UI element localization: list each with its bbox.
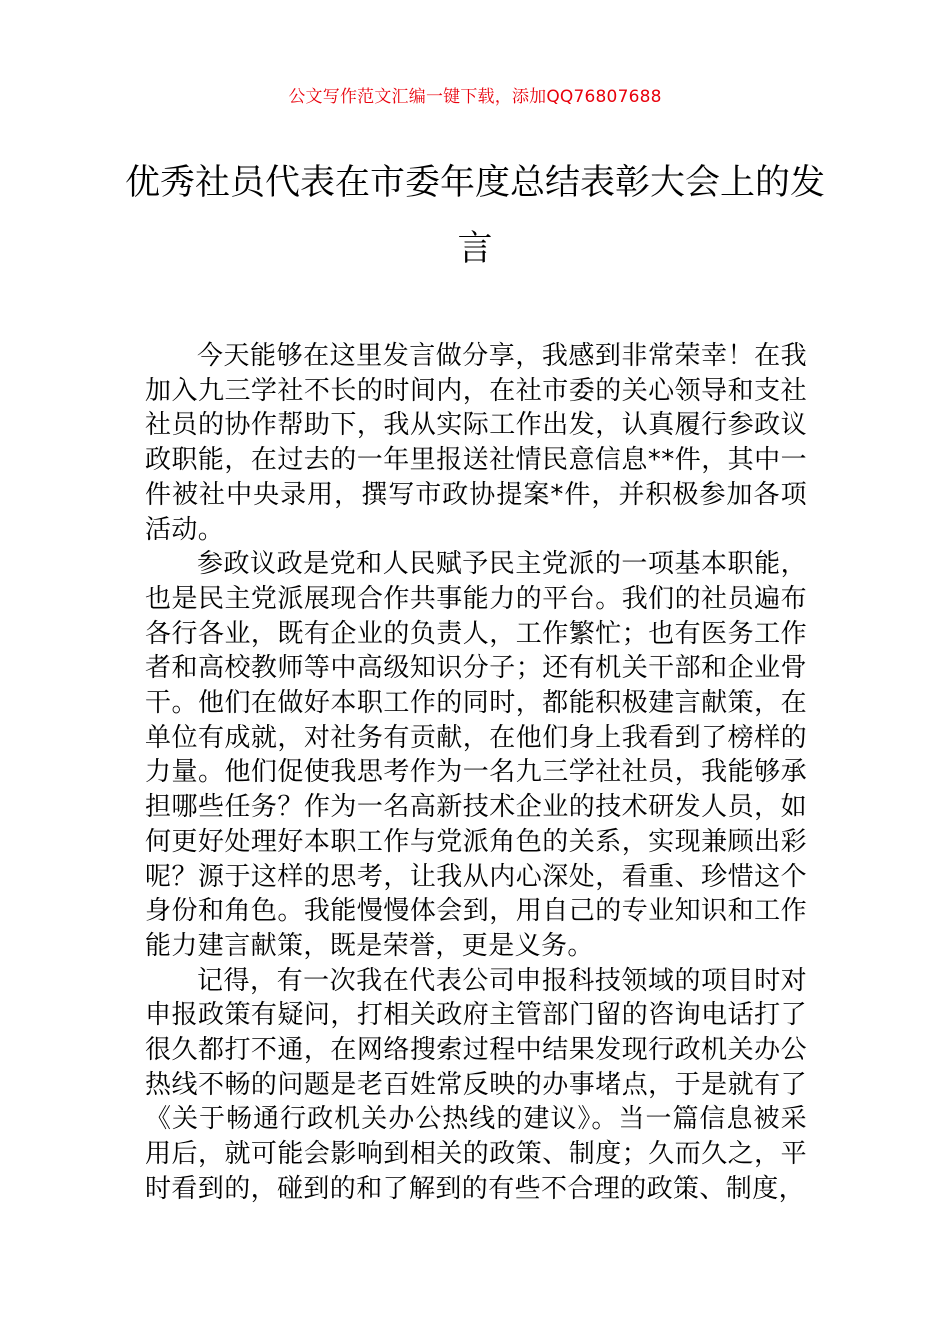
paragraph-hotline-example: 记得，有一次我在代表公司申报科技领域的项目时对申报政策有疑问，打相关政府主管部门留的咨询电话打了很久都打不通，在网络搜索过程中结果发现行政机关办公热线不畅的问题是老百姓常反映的办事堵点，于是就有了《关于畅通行政机关办公热线的建议》。当一篇信息被采用后，就可能会影响到相关的政策、制度；久而久之，平时看到的，碰到的和了解到的有些不合理的政策、制度， — [145, 965, 807, 1204]
paragraph-role-reflection: 参政议政是党和人民赋予民主党派的一项基本职能，也是民主党派展现合作共事能力的平台。我们的社员遍布各行各业，既有企业的负责人，工作繁忙；也有医务工作者和高校教师等中高级知识分子；还有机关干部和企业骨干。他们在做好本职工作的同时，都能积极建言献策，在单位有成就，对社务有贡献，在他们身上我看到了榜样的力量。他们促使我思考作为一名九三学社社员，我能够承担哪些任务？作为一名高新技术企业的技术研发人员，如何更好处理好本职工作与党派角色的关系，实现兼顾出彩呢？源于这样的思考，让我从内心深处，看重、珍惜这个身份和角色。我能慢慢体会到，用自己的专业知识和工作能力建言献策，既是荣誉，更是义务。 — [145, 549, 807, 961]
paragraph-intro: 今天能够在这里发言做分享，我感到非常荣幸！在我加入九三学社不长的时间内，在社市委的关心领导和支社社员的协作帮助下，我从实际工作出发，认真履行参政议政职能，在过去的一年里报送社情民意信息**件，其中一件被社中央录用，撰写市政协提案*件，并积极参加各项活动。 — [145, 341, 807, 545]
document-title: 优秀社员代表在市委年度总结表彰大会上的发言 — [124, 163, 825, 269]
download-promo-note: 公文写作范文汇编一键下载，添加QQ76807688 — [288, 87, 662, 107]
document-body — [145, 339, 807, 1207]
